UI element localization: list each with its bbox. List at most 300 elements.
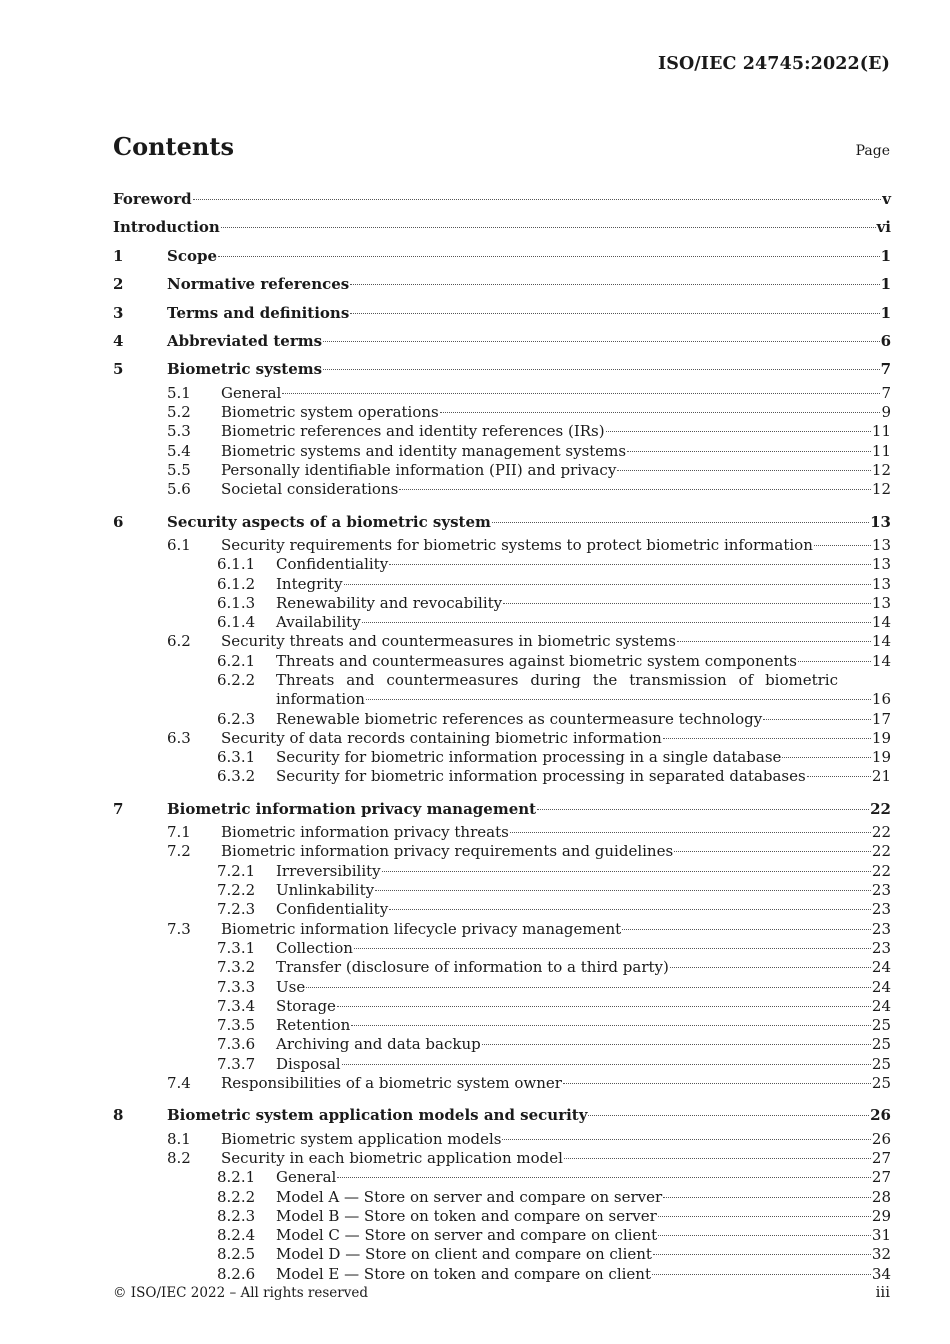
- toc-entry-row: [276, 690, 891, 709]
- toc-entry-title: Biometric system operations: [221, 403, 439, 422]
- dot-leader: [382, 871, 871, 872]
- toc-entry-title: Security for biometric information processing in separated databases: [276, 767, 806, 786]
- toc-entry-page: 9: [881, 403, 891, 422]
- toc-entry-title: Biometric system application models and security: [167, 1106, 588, 1125]
- toc-entry-title: Biometric information privacy requirements and guidelines: [221, 842, 674, 861]
- toc-entry-page: 14: [871, 613, 891, 632]
- dot-leader: [440, 412, 881, 413]
- toc-entry-number: 6.3.2: [217, 767, 256, 786]
- toc-entry-row: [276, 1245, 891, 1264]
- toc-entry[interactable]: [113, 881, 891, 900]
- toc-entry[interactable]: [113, 1055, 891, 1074]
- toc-entry-row: [276, 575, 891, 594]
- toc-entry-number: 5: [113, 360, 124, 379]
- toc-entry-row: [276, 1226, 891, 1245]
- dot-leader: [350, 284, 879, 285]
- dot-leader: [221, 227, 876, 228]
- toc-entry-page: 28: [871, 1187, 891, 1206]
- toc-entry[interactable]: [113, 536, 891, 555]
- toc-entry-page: 25: [871, 1074, 891, 1093]
- toc-entry[interactable]: [113, 900, 891, 919]
- dot-leader: [342, 1064, 871, 1065]
- toc-entry-title: Threats and countermeasures against biometric system components: [276, 651, 797, 670]
- toc-entry-row: [276, 1016, 891, 1035]
- table-of-contents: [113, 185, 891, 1284]
- toc-entry[interactable]: [113, 594, 891, 613]
- toc-entry-title: Model A — Store on server and compare on server: [276, 1187, 663, 1206]
- toc-entry-row: [276, 900, 891, 919]
- toc-entry-row: [276, 1035, 891, 1054]
- page-title: Contents: [113, 132, 234, 161]
- dot-leader: [337, 1177, 871, 1178]
- toc-entry-row: [167, 1101, 891, 1129]
- dot-leader: [350, 313, 879, 314]
- toc-entry-title: Security threats and countermeasures in biometric systems: [221, 632, 676, 651]
- toc-entry-page: 12: [871, 460, 891, 479]
- toc-entry[interactable]: [113, 270, 891, 298]
- toc-entry-number: 7.3.2: [217, 958, 256, 977]
- toc-entry-page: vi: [876, 218, 891, 237]
- toc-entry[interactable]: [113, 403, 891, 422]
- dot-leader: [658, 1216, 871, 1217]
- toc-entry-row: [221, 461, 891, 480]
- toc-entry-title: Normative references: [167, 275, 350, 294]
- toc-entry-row: [167, 355, 891, 383]
- toc-entry-number: 5.4: [167, 441, 191, 460]
- toc-entry-number: 7.3.6: [217, 1035, 256, 1054]
- toc-entry-page: 34: [871, 1264, 891, 1283]
- toc-entry-number: 6: [113, 512, 124, 531]
- dot-leader: [782, 757, 870, 758]
- toc-entry-row: [276, 767, 891, 786]
- toc-entry-row: [276, 958, 891, 977]
- toc-entry[interactable]: [113, 748, 891, 767]
- toc-entry-row: [167, 327, 891, 355]
- toc-entry-title: General: [221, 383, 282, 402]
- dot-leader: [658, 1235, 871, 1236]
- page-column-label: Page: [855, 143, 890, 159]
- toc-entry-title: Collection: [276, 938, 353, 957]
- toc-entry-number: 7: [113, 799, 124, 818]
- toc-entry-title: Confidentiality: [276, 900, 389, 919]
- dot-leader: [652, 1274, 871, 1275]
- footer-copyright: © ISO/IEC 2022 – All rights reserved: [113, 1285, 368, 1301]
- toc-entry-row: [221, 1074, 891, 1093]
- dot-leader: [282, 393, 880, 394]
- dot-leader: [627, 451, 871, 452]
- toc-entry-number: 8.2.3: [217, 1206, 256, 1225]
- toc-entry-title: Terms and definitions: [167, 303, 350, 322]
- toc-entry-row: [167, 299, 891, 327]
- toc-entry-number: 6.3.1: [217, 748, 256, 767]
- toc-entry-number: 4: [113, 331, 124, 350]
- dot-leader: [617, 470, 871, 471]
- toc-entry-number: 5.2: [167, 403, 191, 422]
- toc-entry-row: [276, 862, 891, 881]
- toc-entry-page: 29: [871, 1206, 891, 1225]
- toc-entry-title: Biometric information lifecycle privacy management: [221, 919, 622, 938]
- toc-entry-number: 7.2.3: [217, 900, 256, 919]
- toc-entry-title: Use: [276, 977, 306, 996]
- toc-entry-title: Biometric system application models: [221, 1129, 502, 1148]
- toc-entry[interactable]: [113, 508, 891, 536]
- dot-leader: [399, 489, 871, 490]
- toc-entry-number: 1: [113, 246, 124, 265]
- toc-entry-page: 17: [871, 709, 891, 728]
- dot-leader: [337, 1006, 871, 1007]
- toc-entry-title: Availability: [276, 613, 361, 632]
- toc-entry-page: 1: [880, 303, 891, 322]
- toc-entry-page: 11: [871, 441, 891, 460]
- toc-entry-page: v: [882, 190, 891, 208]
- toc-entry[interactable]: [113, 997, 891, 1016]
- toc-entry-page: 26: [871, 1129, 891, 1148]
- toc-entry-page: 16: [871, 690, 891, 709]
- dot-leader: [606, 431, 871, 432]
- toc-entry[interactable]: [113, 480, 891, 499]
- toc-entry-page: 27: [871, 1168, 891, 1187]
- toc-entry-number: 7.3.1: [217, 938, 256, 957]
- toc-entry[interactable]: [113, 652, 891, 671]
- toc-entry-title: Biometric information privacy management: [167, 799, 537, 818]
- toc-entry-row: [167, 270, 891, 298]
- toc-entry-page: 23: [871, 900, 891, 919]
- toc-entry[interactable]: [113, 920, 891, 939]
- toc-entry[interactable]: [113, 1168, 891, 1187]
- toc-entry[interactable]: [113, 842, 891, 861]
- toc-entry-title: Storage: [276, 996, 336, 1015]
- toc-entry-title: Foreword: [113, 190, 192, 208]
- toc-entry-number: 8.2: [167, 1149, 191, 1167]
- dot-leader: [218, 256, 880, 257]
- toc-entry[interactable]: [113, 1101, 891, 1129]
- toc-entry-page: 22: [870, 799, 891, 818]
- toc-entry-row: [113, 213, 891, 241]
- toc-entry[interactable]: [113, 958, 891, 977]
- toc-entry-row: [221, 1149, 891, 1168]
- toc-entry-page: 25: [871, 1054, 891, 1073]
- toc-entry-number: 5.5: [167, 460, 191, 479]
- toc-entry[interactable]: [113, 710, 891, 729]
- toc-entry-number: 6.2: [167, 632, 191, 651]
- dot-leader: [807, 776, 871, 777]
- toc-entry-title: Security for biometric information processing in a single database: [276, 748, 782, 767]
- toc-entry[interactable]: [113, 1265, 891, 1284]
- toc-entry-number: 6.1.3: [217, 593, 256, 612]
- toc-entry-page: 13: [870, 512, 891, 531]
- toc-entry-title: Retention: [276, 1016, 351, 1035]
- dot-leader: [677, 641, 871, 642]
- toc-entry-row: [221, 384, 891, 403]
- toc-entry-row: [276, 555, 891, 574]
- toc-entry-row: [276, 748, 891, 767]
- toc-entry[interactable]: [113, 823, 891, 842]
- toc-entry-row: [221, 536, 891, 555]
- toc-entry-page: 23: [871, 881, 891, 900]
- toc-entry-number: 6.2.2: [217, 670, 256, 689]
- toc-entry-page: 13: [871, 574, 891, 593]
- dot-leader: [492, 522, 869, 523]
- toc-entry-number: 8: [113, 1106, 124, 1125]
- dot-leader: [510, 832, 871, 833]
- toc-entry-number: 7.1: [167, 823, 191, 842]
- toc-entry-page: 24: [871, 958, 891, 977]
- toc-entry-title: Responsibilities of a biometric system owner: [221, 1074, 562, 1093]
- toc-entry-title: Integrity: [276, 574, 343, 593]
- toc-entry-number: 3: [113, 303, 124, 322]
- footer-page-number: iii: [875, 1283, 890, 1301]
- dot-leader: [323, 341, 879, 342]
- toc-entry-page: 23: [871, 919, 891, 938]
- toc-entry-page: 6: [880, 331, 891, 350]
- toc-entry[interactable]: [113, 671, 891, 710]
- toc-entry-page: 21: [871, 767, 891, 786]
- toc-entry-number: 5.6: [167, 480, 191, 499]
- dot-leader: [389, 909, 871, 910]
- toc-entry-page: 31: [871, 1226, 891, 1245]
- toc-entry-row: [221, 823, 891, 842]
- toc-entry[interactable]: [113, 939, 891, 958]
- toc-entry-row: [276, 997, 891, 1016]
- toc-entry-page: 25: [871, 1016, 891, 1035]
- toc-entry-row: [221, 1130, 891, 1149]
- toc-entry-title: Biometric references and identity references (IRs): [221, 422, 605, 441]
- toc-entry[interactable]: [113, 442, 891, 461]
- toc-entry[interactable]: [113, 1226, 891, 1245]
- dot-leader: [503, 603, 871, 604]
- toc-entry-title: Archiving and data backup: [276, 1035, 481, 1054]
- toc-entry-title: Scope: [167, 246, 218, 265]
- toc-entry-row: [221, 403, 891, 422]
- dot-leader: [354, 948, 871, 949]
- toc-entry-title: Security of data records containing biometric information: [221, 728, 662, 747]
- dot-leader: [502, 1139, 870, 1140]
- toc-entry-title: Biometric systems: [167, 360, 323, 379]
- toc-entry[interactable]: [113, 1245, 891, 1264]
- toc-entry-page: 13: [871, 593, 891, 612]
- toc-entry-number: 7.3.5: [217, 1016, 256, 1035]
- toc-entry-page: 19: [871, 748, 891, 767]
- toc-entry[interactable]: [113, 1016, 891, 1035]
- toc-entry-number: 7.3.7: [217, 1054, 256, 1073]
- toc-entry-row: [276, 652, 891, 671]
- toc-entry-number: 7.3: [167, 919, 191, 938]
- toc-entry-row: [276, 978, 891, 997]
- toc-entry-row: [276, 881, 891, 900]
- toc-entry-title: Societal considerations: [221, 480, 399, 499]
- toc-entry-title: Security requirements for biometric systems to protect biometric information: [221, 535, 813, 554]
- toc-entry-number: 8.2.5: [217, 1245, 256, 1264]
- toc-entry-number: 6.2.1: [217, 651, 256, 670]
- toc-entry-title: Security in each biometric application model: [221, 1149, 563, 1167]
- dot-leader: [366, 699, 871, 700]
- toc-entry-title: Introduction: [113, 218, 220, 237]
- toc-entry-title: General: [276, 1168, 337, 1187]
- toc-entry-row: [113, 185, 891, 213]
- dot-leader: [622, 929, 871, 930]
- toc-entry-page: 13: [871, 535, 891, 554]
- toc-entry[interactable]: [113, 213, 891, 241]
- toc-entry[interactable]: [113, 795, 891, 823]
- toc-entry-number: 7.4: [167, 1074, 191, 1093]
- dot-leader: [588, 1115, 869, 1116]
- toc-entry-page: 22: [871, 861, 891, 880]
- toc-entry-row: [167, 508, 891, 536]
- toc-entry-page: 27: [871, 1149, 891, 1167]
- toc-entry[interactable]: [113, 242, 891, 270]
- toc-entry-number: 7.2.1: [217, 861, 256, 880]
- toc-entry-row: [276, 1207, 891, 1226]
- toc-entry[interactable]: [113, 1074, 891, 1093]
- toc-entry-title: Transfer (disclosure of information to a third party): [276, 958, 669, 977]
- dot-leader: [362, 622, 871, 623]
- toc-entry-title-continued: information: [276, 690, 365, 709]
- toc-entry-number: 8.2.6: [217, 1264, 256, 1283]
- toc-entry-row: [276, 939, 891, 958]
- toc-entry-number: 6.1.1: [217, 555, 256, 574]
- dot-leader: [663, 1197, 871, 1198]
- toc-entry[interactable]: [113, 185, 891, 213]
- dot-leader: [389, 564, 871, 565]
- dot-leader: [674, 851, 871, 852]
- toc-entry-title: Irreversibility: [276, 861, 381, 880]
- dot-leader: [344, 584, 871, 585]
- toc-entry-title: Unlinkability: [276, 881, 375, 900]
- toc-entry-title: Model B — Store on token and compare on server: [276, 1206, 657, 1225]
- toc-entry-number: 8.2.1: [217, 1168, 256, 1187]
- toc-entry-row: [276, 594, 891, 613]
- toc-entry-title: Model C — Store on server and compare on client: [276, 1226, 658, 1245]
- toc-entry[interactable]: [113, 327, 891, 355]
- toc-entry-title: Personally identifiable information (PII) and privacy: [221, 460, 617, 479]
- dot-leader: [306, 987, 871, 988]
- toc-entry-page: 14: [871, 651, 891, 670]
- toc-entry-row: [167, 242, 891, 270]
- toc-entry-number: 8.1: [167, 1129, 191, 1148]
- toc-entry-row: [167, 795, 891, 823]
- toc-entry-number: 2: [113, 275, 124, 294]
- toc-entry[interactable]: [113, 1188, 891, 1207]
- toc-entry-page: 22: [871, 842, 891, 861]
- toc-entry-title: Model D — Store on client and compare on client: [276, 1245, 652, 1264]
- toc-entry-row: [276, 613, 891, 632]
- dot-leader: [482, 1044, 871, 1045]
- dot-leader: [798, 661, 871, 662]
- toc-entry-row: [221, 920, 891, 939]
- toc-entry-page: 11: [871, 422, 891, 441]
- toc-entry-number: 5.3: [167, 422, 191, 441]
- toc-entry[interactable]: [113, 555, 891, 574]
- toc-entry[interactable]: [113, 384, 891, 403]
- toc-entry-row: [276, 1168, 891, 1187]
- toc-entry-number: 6.1.2: [217, 574, 256, 593]
- toc-entry-page: 32: [871, 1245, 891, 1264]
- toc-entry-page: 14: [871, 632, 891, 651]
- toc-entry-page: 23: [871, 938, 891, 957]
- dot-leader: [670, 967, 871, 968]
- toc-entry[interactable]: [113, 461, 891, 480]
- toc-entry[interactable]: [113, 1130, 891, 1149]
- toc-entry[interactable]: [113, 575, 891, 594]
- toc-entry[interactable]: [113, 767, 891, 786]
- dot-leader: [653, 1254, 871, 1255]
- dot-leader: [814, 545, 871, 546]
- toc-entry[interactable]: [113, 729, 891, 748]
- dot-leader: [663, 738, 871, 739]
- toc-entry-page: 7: [881, 383, 891, 402]
- toc-entry-row: [221, 442, 891, 461]
- toc-entry-row: [221, 632, 891, 651]
- toc-entry-page: 24: [871, 977, 891, 996]
- toc-entry-page: 26: [870, 1106, 891, 1125]
- toc-entry[interactable]: [113, 1149, 891, 1168]
- toc-entry-row: [221, 480, 891, 499]
- dot-leader: [193, 199, 882, 200]
- toc-entry[interactable]: [113, 422, 891, 441]
- toc-entry[interactable]: [113, 299, 891, 327]
- toc-entry-number: 6.1.4: [217, 613, 256, 632]
- toc-entry-row: [276, 1265, 891, 1284]
- toc-entry-title: Renewability and revocability: [276, 593, 503, 612]
- toc-entry[interactable]: [113, 862, 891, 881]
- toc-entry-number: 6.3: [167, 728, 191, 747]
- toc-entry-number: 6.2.3: [217, 709, 256, 728]
- toc-entry-title: Biometric systems and identity management systems: [221, 441, 627, 460]
- toc-entry-title: Disposal: [276, 1054, 341, 1073]
- toc-entry-row: [221, 842, 891, 861]
- toc-entry-row: [276, 1188, 891, 1207]
- dot-leader: [351, 1025, 871, 1026]
- toc-entry-page: 25: [871, 1035, 891, 1054]
- toc-entry-title: Threats and countermeasures during the transmission of biometric: [276, 670, 838, 689]
- dot-leader: [563, 1083, 871, 1084]
- toc-entry[interactable]: [113, 613, 891, 632]
- toc-entry[interactable]: [113, 978, 891, 997]
- toc-entry-page: 13: [871, 555, 891, 574]
- toc-entry-page: 12: [871, 480, 891, 499]
- toc-entry-title: Renewable biometric references as countermeasure technology: [276, 709, 763, 728]
- document-id: ISO/IEC 24745:2022(E): [657, 54, 890, 74]
- toc-entry-page: 24: [871, 996, 891, 1015]
- toc-entry-title: Abbreviated terms: [167, 331, 323, 350]
- toc-entry-number: 7.2: [167, 842, 191, 861]
- dot-leader: [763, 719, 871, 720]
- toc-entry-page: 19: [871, 728, 891, 747]
- toc-entry-number: 7.3.4: [217, 996, 256, 1015]
- toc-entry-title: Biometric information privacy threats: [221, 823, 509, 842]
- toc-entry-number: 5.1: [167, 383, 191, 402]
- toc-entry-title: Security aspects of a biometric system: [167, 512, 491, 531]
- toc-entry[interactable]: [113, 355, 891, 383]
- toc-entry-number: 6.1: [167, 535, 191, 554]
- toc-entry-number: 7.2.2: [217, 881, 256, 900]
- toc-entry-page: 1: [880, 246, 891, 265]
- toc-entry[interactable]: [113, 1035, 891, 1054]
- toc-entry[interactable]: [113, 632, 891, 651]
- toc-entry-number: 8.2.4: [217, 1226, 256, 1245]
- toc-entry-page: 1: [880, 275, 891, 294]
- toc-entry[interactable]: [113, 1207, 891, 1226]
- toc-entry-row: [276, 710, 891, 729]
- toc-entry-page: 7: [880, 360, 891, 379]
- toc-entry-title: Confidentiality: [276, 555, 389, 574]
- toc-entry-row: [221, 422, 891, 441]
- dot-leader: [323, 369, 879, 370]
- toc-entry-title: Model E — Store on token and compare on client: [276, 1264, 651, 1283]
- toc-entry-number: 8.2.2: [217, 1187, 256, 1206]
- dot-leader: [537, 809, 869, 810]
- toc-entry-row: [276, 1055, 891, 1074]
